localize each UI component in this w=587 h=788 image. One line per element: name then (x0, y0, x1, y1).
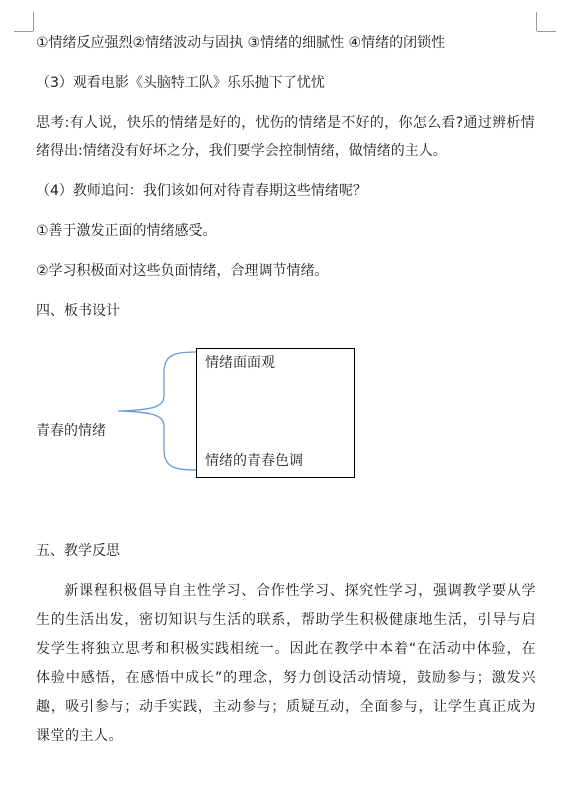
board-root-label: 青春的情绪 (36, 423, 106, 439)
board-box (196, 348, 355, 478)
teacher-question-line: （4）教师追问：我们该如何对待青春期这些情绪呢？ (36, 183, 367, 199)
section-4-heading: 四、板书设计 (36, 303, 120, 319)
section-5-heading: 五、教学反思 (36, 543, 120, 559)
thinking-line-2: 绪得出:情绪没有好坏之分，我们要学会控制情绪，做情绪的主人。 (36, 143, 447, 159)
thinking-line-1: 思考:有人说，快乐的情绪是好的，忧伤的情绪是不好的，你怎么看?通过辨析情 (36, 115, 535, 131)
movie-step-line: （3）观看电影《头脑特工队》乐乐抛下了忧忧 (36, 75, 325, 91)
emotion-traits-line: ①情绪反应强烈②情绪波动与固执 ③情绪的细腻性 ④情绪的闭锁性 (36, 35, 446, 51)
curly-brace-icon (116, 350, 198, 472)
answer-line-1: ①善于激发正面的情绪感受。 (36, 223, 217, 239)
answer-line-2: ②学习积极面对这些负面情绪，合理调节情绪。 (36, 263, 329, 279)
reflection-text: 新课程积极倡导自主性学习、合作性学习、探究性学习，强调教学要从学生的生活出发，密切知识与生活的联系，帮助学生积极健康地生活，引导与启发学生将独立思考和积极实践相统一。因此在教学中本着“在活动中体验，在体验中感悟，在感悟中成长”的理念，努力创设活动情境，鼓励参与；激发兴趣，吸引参与；动手实践，主动参与；质疑互动，全面参与，让学生真正成为课堂的主人。 (36, 583, 536, 744)
board-item-1: 情绪面面观 (205, 355, 275, 371)
reflection-paragraph (36, 577, 536, 751)
board-item-2: 情绪的青春色调 (205, 453, 303, 469)
